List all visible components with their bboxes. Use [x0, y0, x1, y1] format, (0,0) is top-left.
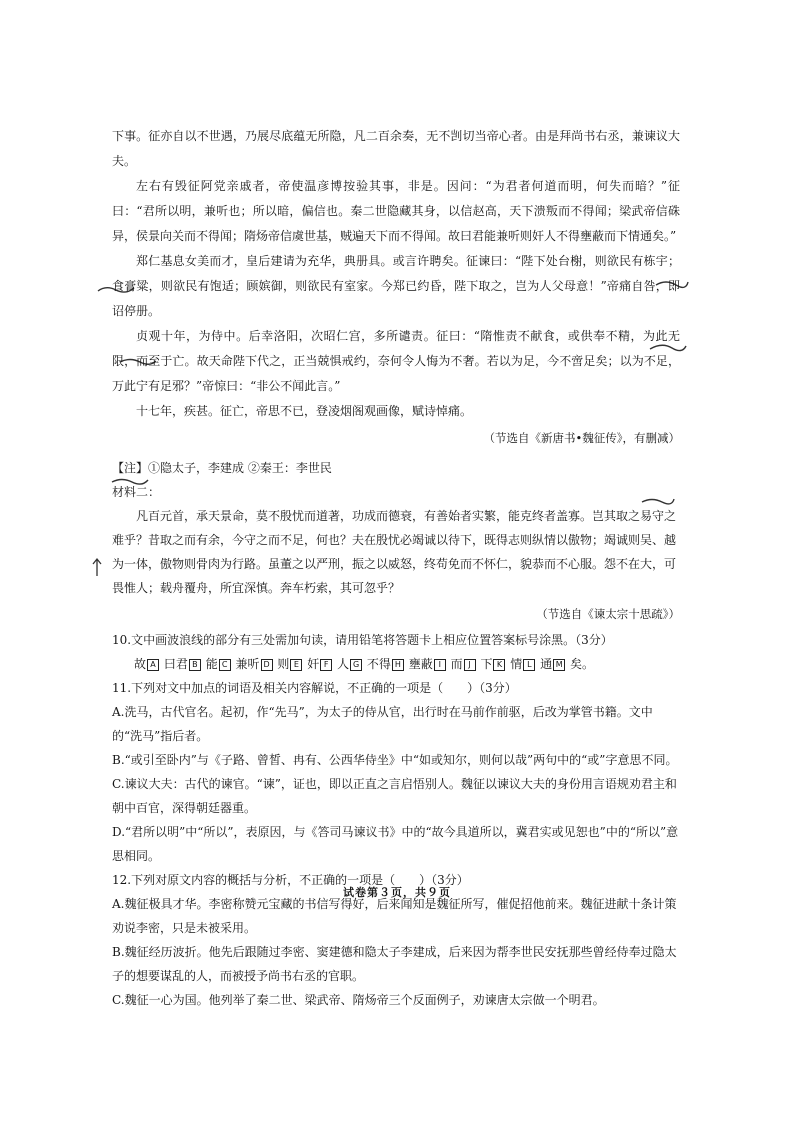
q10-text-6: 人: [337, 657, 350, 671]
q10-option-b[interactable]: B: [189, 659, 201, 671]
q10-text-2: 能: [205, 657, 218, 671]
q10-option-e[interactable]: E: [290, 659, 302, 671]
question-12-option-b: B.魏征经历波折。他先后跟随过李密、窦建德和隐太子李建成，后来因为帮李世民安抚那些曾经侍奉过隐太子的想要谋乱的人，而被授予尚书右丞的官职。: [112, 945, 677, 983]
passage-paragraph-2: 左右有毁征阿党亲戚者，帝使温彦博按验其事，非是。因问：“为君者何道而明，何失而暗？”征曰：“君所以明，兼听也；所以暗，偏信也。秦二世隐藏其身，以信赵高，天下溃叛而不得闻；梁武帝信硃异，侯景向关而不得闻；隋炀帝信虞世基，贼遍天下而不得闻。故曰君能兼听则奸人不得壅蔽而下情通矣。”: [112, 179, 680, 243]
question-11-option-a: A.洗马，古代官名。起初，作“先马”，为太子的侍从官，出行时在马前作前驱，后改为掌管书籍。文中的“洗马”指后者。: [112, 705, 653, 743]
material-2-label: 材料二：: [112, 485, 161, 499]
q10-text-12: 通: [540, 657, 553, 671]
passage-paragraph-5: 十七年，疾甚。征亡，帝思不已，登凌烟阁观画像，赋诗悼痛。: [136, 404, 473, 418]
exam-content: [112, 124, 680, 1012]
question-11-option-d: D.“君所以明”中“所以”，表原因，与《答司马谏议书》中的“故今具道所以，冀君实或见恕也”中的“所以”意思相同。: [112, 825, 679, 863]
question-12-option-c: C.魏征一心为国。他列举了秦二世、梁武帝、隋炀帝三个反面例子，劝谏唐太宗做一个明君。: [112, 993, 605, 1007]
q10-text-4: 则: [277, 657, 290, 671]
q10-text-8: 壅蔽: [408, 657, 433, 671]
q10-text-0: 故: [134, 657, 147, 671]
q10-option-a[interactable]: A: [147, 659, 159, 671]
question-10-punctuation-row: [112, 652, 680, 676]
passage-paragraph-1: 下事。征亦自以不世遇，乃展尽底蕴无所隐，凡二百余奏，无不剀切当帝心者。由是拜尚书右丞，兼谏议大夫。: [112, 129, 680, 168]
passage-source: （节选自《新唐书•魏征传》，有删减）: [483, 431, 680, 445]
q10-text-11: 情: [510, 657, 523, 671]
q10-option-j[interactable]: J: [464, 659, 476, 671]
q10-option-h[interactable]: H: [392, 659, 404, 671]
q10-option-l[interactable]: L: [523, 659, 535, 671]
page-footer: 试卷第３页，共９页: [343, 886, 451, 899]
q10-text-10: 下: [480, 657, 493, 671]
question-11-option-b: B.“或引至卧内”与《子路、曾皙、冉有、公西华侍坐》中“如或知尔，则何以哉”两句中的“或”字意思不同。: [112, 753, 678, 767]
pencil-arrow-mark: [90, 556, 104, 578]
q10-option-c[interactable]: C: [219, 659, 231, 671]
q10-option-k[interactable]: K: [493, 659, 505, 671]
question-11-stem: 11.下列对文中加点的词语及相关内容解说，不正确的一项是（ ）（3分）: [112, 681, 517, 695]
material-2-text: 凡百元首，承天景命，莫不殷忧而道著，功成而德衰，有善始者实繁，能克终者盖寡。岂其取之易守之难乎？昔取之而有余，今守之而不足，何也？夫在殷忧必竭诚以待下，既得志则纵情以傲物；竭诚则吴、越为一体，傲物则骨肉为行路。虽董之以严刑，振之以威怒，终苟免而不怀仁，貌恭而不心服。怨不在大，可畏惟人；载舟覆舟，所宜深慎。奔车朽索，其可忽乎？: [112, 509, 677, 595]
q10-option-d[interactable]: D: [261, 659, 273, 671]
q10-option-m[interactable]: M: [553, 659, 565, 671]
passage-paragraph-4: 贞观十年，为侍中。后幸洛阳，次昭仁宫，多所谴责。征曰：“隋惟责不献食，或供奉不精，为此无限，而至于亡。故天命陛下代之，正当兢惧戒约，奈何令人悔为不奢。若以为足，今不啻足矣；以为不足，万此宁有足邪？”帝惊曰：“非公不闻此言。”: [112, 329, 680, 393]
q10-text-7: 不得: [366, 657, 391, 671]
q10-text-5: 奸: [307, 657, 320, 671]
question-10-stem: 10.文中画波浪线的部分有三处需加句读，请用铅笔将答题卡上相应位置答案标号涂黑。（3分）: [112, 633, 613, 647]
q10-text-tail: 矣。: [569, 657, 594, 671]
q10-text-9: 而: [450, 657, 463, 671]
q10-text-3: 兼听: [235, 657, 260, 671]
passage-paragraph-3: 郑仁基息女美而才，皇后建请为充华，典册具。或言许聘矣。征谏曰：“陛下处台榭，则欲民有栋宇；食膏粱，则欲民有饱适；顾嫔御，则欲民有室家。今郑已约昏，陛下取之，岂为人父母意！”帝痛自咎，即诏停册。: [112, 254, 680, 318]
passage-note: 【注】①隐太子，李建成 ②秦王：李世民: [112, 461, 332, 475]
question-12-stem: 12.下列对原文内容的概括与分析，不正确的一项是（ ）（3分）: [112, 873, 469, 887]
q10-option-i[interactable]: I: [434, 659, 446, 671]
question-11-option-c: C.谏议大夫：古代的谏官。“谏”，证也，即以正直之言启悟别人。魏征以谏议大夫的身份用言语规劝君主和朝中百官，深得朝廷器重。: [112, 777, 677, 815]
question-12-option-a: A.魏征极具才华。李密称赞元宝藏的书信写得好，后来闻知是魏征所写，催促招他前来。魏征进献十条计策劝说李密，只是未被采用。: [112, 897, 677, 935]
q10-option-g[interactable]: G: [350, 659, 362, 671]
q10-option-f[interactable]: F: [320, 659, 332, 671]
material-2-source: （节选自《谏太宗十思疏》）: [536, 607, 680, 621]
q10-text-1: 曰君: [163, 657, 188, 671]
